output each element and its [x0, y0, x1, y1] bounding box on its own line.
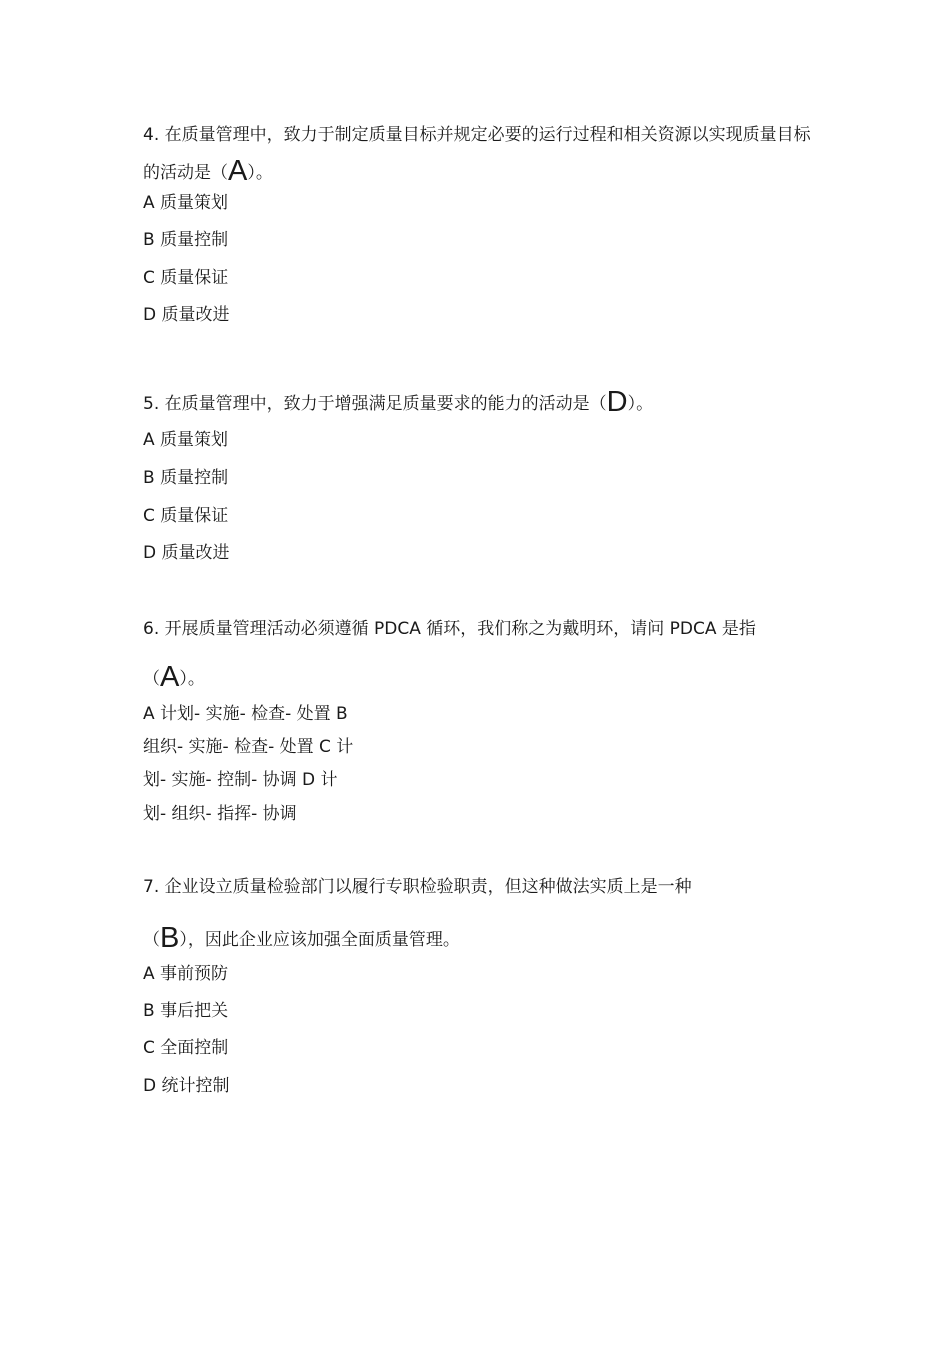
question-6-answer: A: [160, 661, 180, 693]
question-4-stem-prefix: 的活动是（: [143, 163, 228, 183]
question-4-option-a: A 质量策划: [143, 193, 229, 213]
question-6-options-line2: 组织- 实施- 检查- 处置 C 计: [143, 737, 354, 757]
question-7-stem-line2: [143, 922, 460, 954]
question-4-stem-line1: 4. 在质量管理中，致力于制定质量目标并规定必要的运行过程和相关资源以实现质量目标: [143, 125, 811, 145]
question-7-stem-suffix: ），因此企业应该加强全面质量管理。: [179, 930, 460, 950]
question-5-answer: D: [606, 386, 628, 418]
question-7-stem-prefix: （: [143, 930, 160, 950]
question-4-stem-line2: [143, 155, 273, 187]
question-7-option-c: C 全面控制: [143, 1038, 229, 1058]
question-7-option-a: A 事前预防: [143, 964, 229, 984]
question-7-option-d: D 统计控制: [143, 1076, 230, 1096]
question-5-stem-line1: [143, 386, 654, 418]
question-4-option-c: C 质量保证: [143, 268, 229, 288]
question-4-stem-suffix: ）。: [247, 163, 273, 183]
question-6-stem-line2: [143, 661, 205, 693]
question-5-option-b: B 质量控制: [143, 468, 229, 488]
question-7-answer: B: [160, 922, 180, 954]
question-5-option-a: A 质量策划: [143, 430, 229, 450]
question-5-stem-prefix: 5. 在质量管理中，致力于增强满足质量要求的能力的活动是（: [143, 394, 607, 414]
question-4-option-d: D 质量改进: [143, 305, 230, 325]
question-6-options-line1: A 计划- 实施- 检查- 处置 B: [143, 704, 348, 724]
question-7-option-b: B 事后把关: [143, 1001, 229, 1021]
question-4-option-b: B 质量控制: [143, 230, 229, 250]
question-6-stem-prefix: （: [143, 669, 160, 689]
question-5-stem-suffix: ）。: [627, 394, 654, 414]
question-6-stem-line1: 6. 开展质量管理活动必须遵循 PDCA 循环，我们称之为戴明环，请问 PDCA 是指: [143, 619, 756, 639]
question-6-stem-suffix: ）。: [179, 669, 205, 689]
question-5-option-c: C 质量保证: [143, 506, 229, 526]
question-7-stem-line1: 7. 企业设立质量检验部门以履行专职检验职责，但这种做法实质上是一种: [143, 877, 692, 897]
question-6-options-line3: 划- 实施- 控制- 协调 D 计: [143, 770, 338, 790]
question-6-options-line4: 划- 组织- 指挥- 协调: [143, 804, 297, 824]
question-5-option-d: D 质量改进: [143, 543, 230, 563]
question-4-answer: A: [228, 155, 248, 187]
